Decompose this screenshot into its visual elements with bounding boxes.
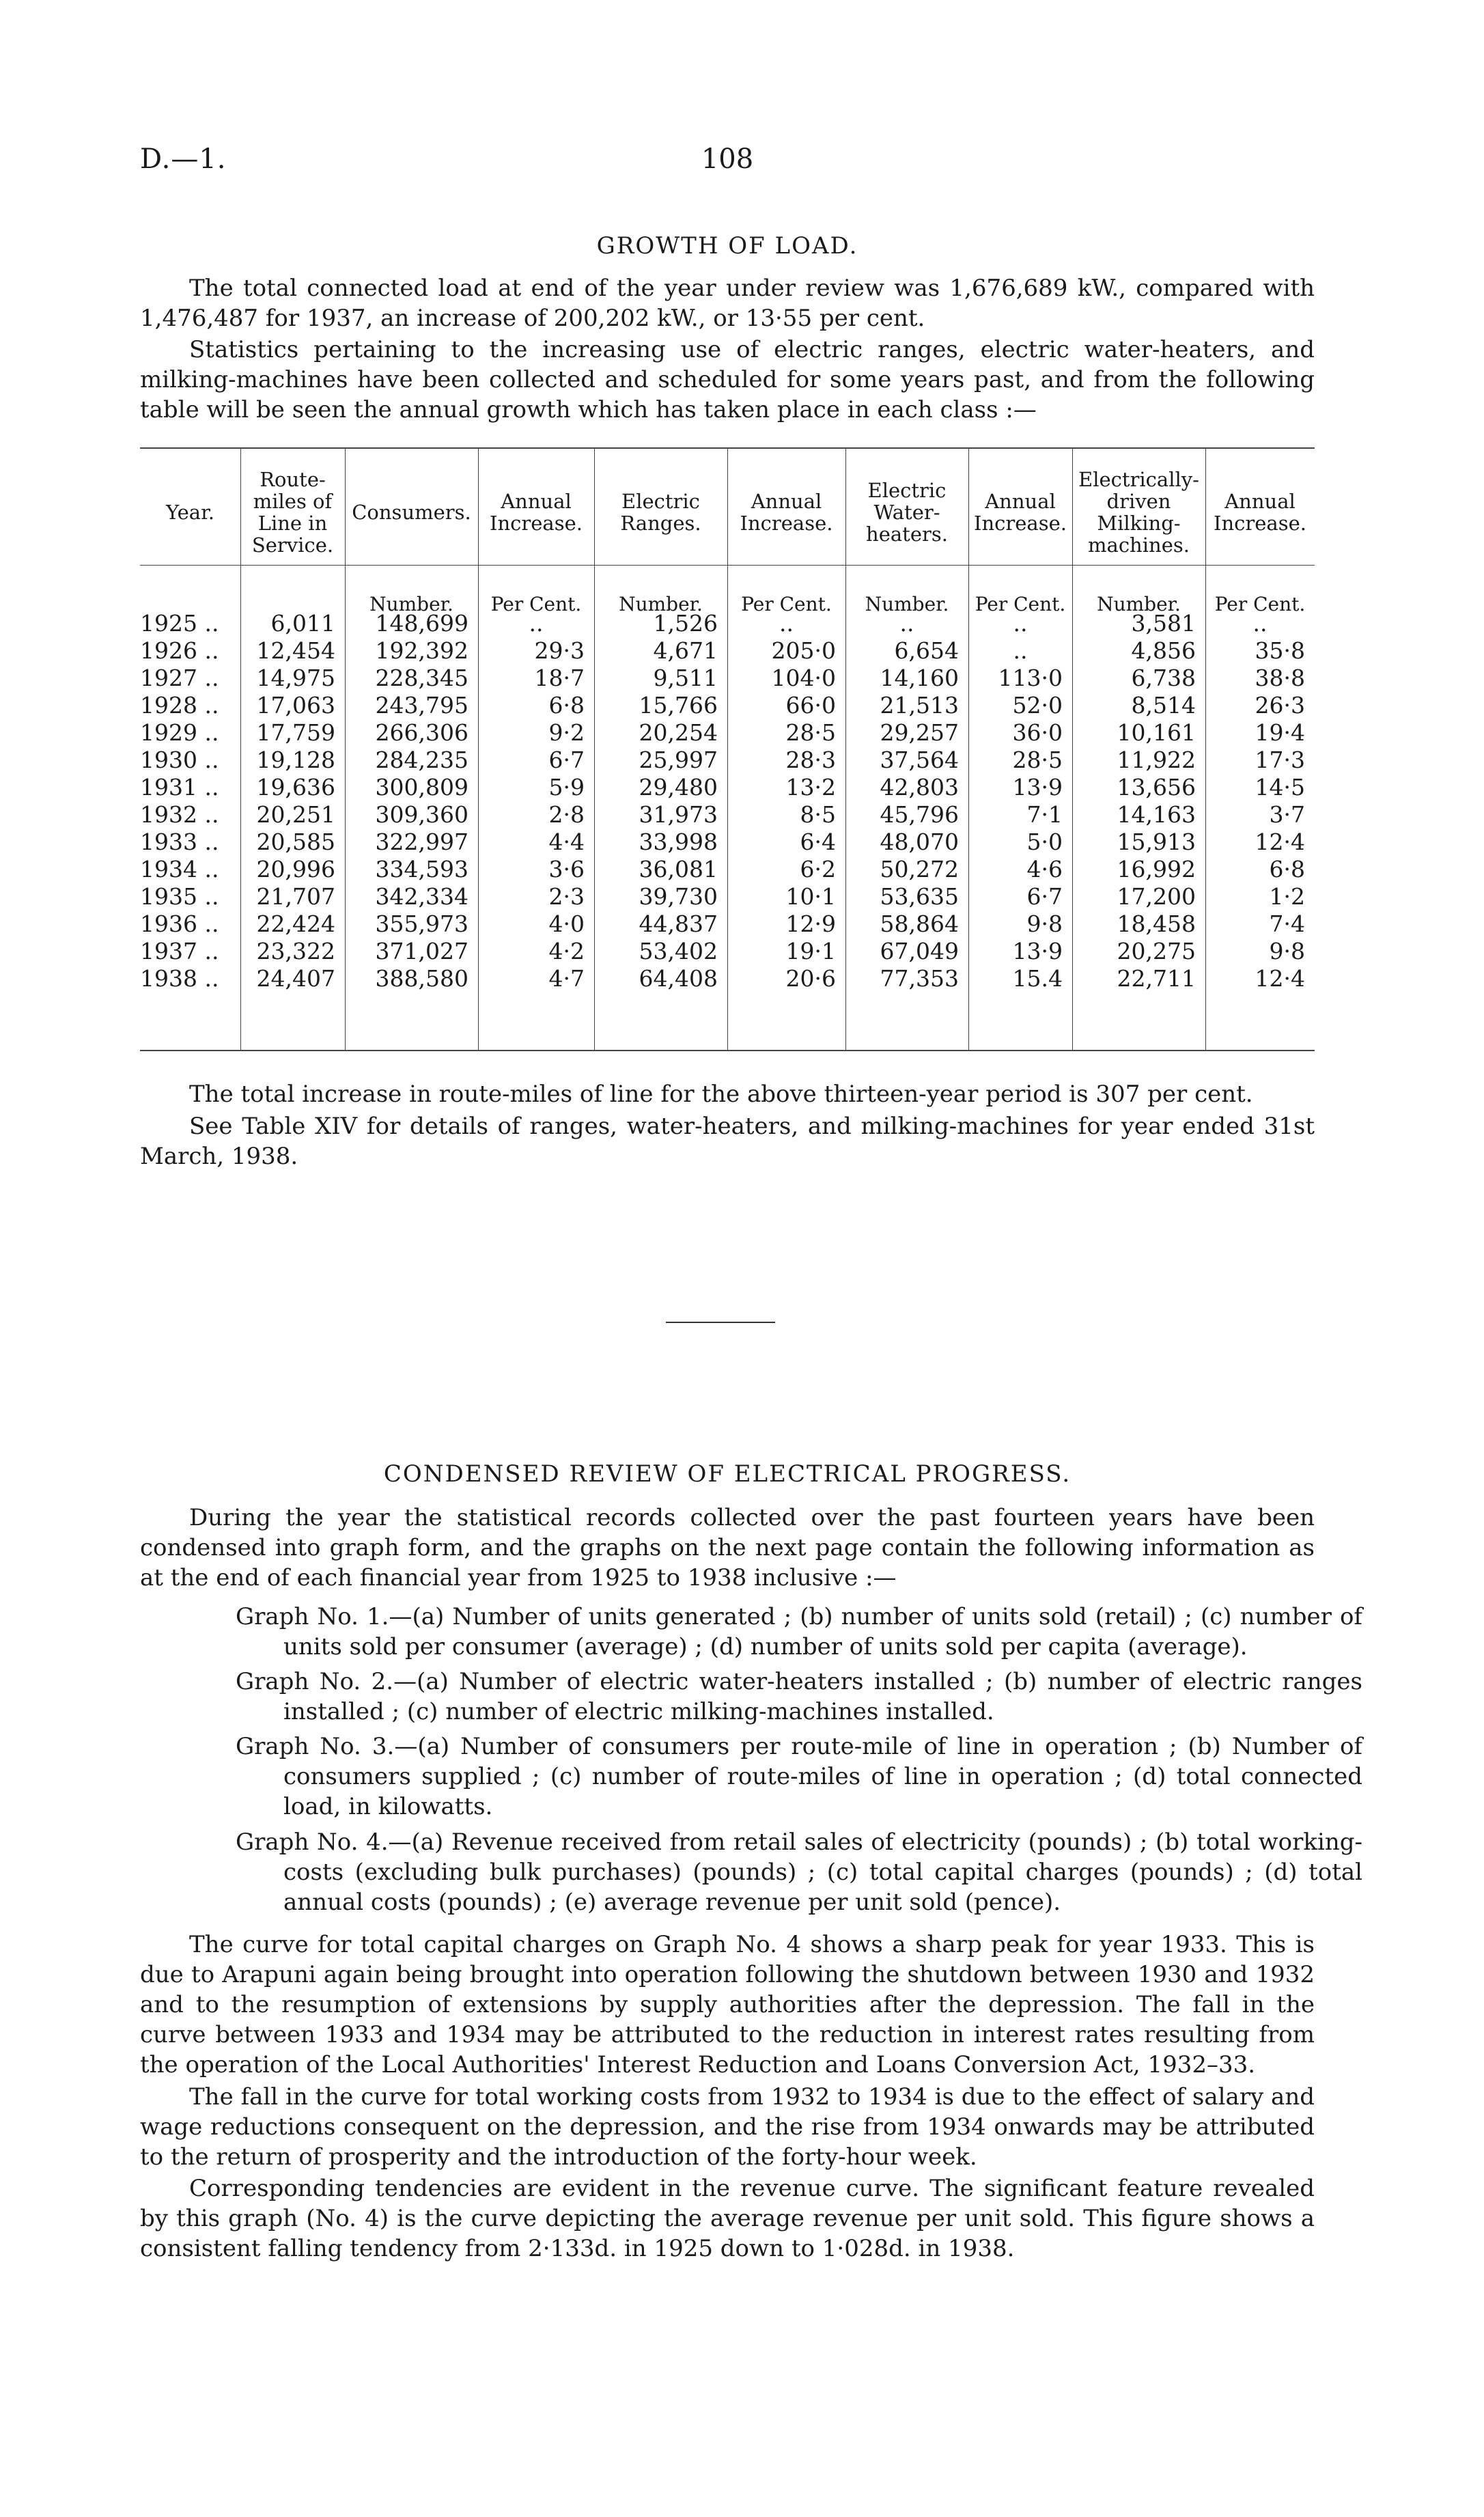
- table-cell-milking-increase: 14·5: [1255, 774, 1305, 801]
- table-cell-water-heaters: 58,864: [880, 910, 959, 937]
- table-cell-ranges: 33,998: [639, 829, 718, 855]
- table-cell-year: 1927 ..: [140, 665, 219, 691]
- growth-of-load-heading: GROWTH OF LOAD.: [596, 232, 858, 260]
- condensed-review-heading: CONDENSED REVIEW OF ELECTRICAL PROGRESS.: [383, 1460, 1072, 1488]
- table-cell-consumers-increase: 4·4: [548, 829, 585, 855]
- table-cell-milking-increase: 7·4: [1269, 910, 1305, 937]
- table-cell-consumers: 334,593: [375, 856, 468, 882]
- table-cell-year: 1928 ..: [140, 692, 219, 719]
- table-cell-consumers-increase: 6·8: [548, 692, 585, 719]
- growth-paragraph-2: Statistics pertaining to the increasing use of electric ranges, electric water-heaters, and milking-machines have been collected and scheduled for some years past, and from the following table will be seen the annual growth which has taken place in each class :—: [140, 336, 1315, 423]
- table-cell-water-heaters: 45,796: [880, 801, 959, 828]
- table-cell-milking-machines: 17,200: [1117, 883, 1196, 910]
- table-cell-milking-increase: 12·4: [1255, 829, 1305, 855]
- table-cell-milking-increase: 3·7: [1269, 801, 1305, 828]
- table-cell-consumers: 371,027: [375, 938, 468, 964]
- table-cell-year: 1926 ..: [140, 637, 219, 664]
- table-cell-milking-machines: 14,163: [1117, 801, 1196, 828]
- table-cell-water-heaters-increase: 4·6: [1026, 856, 1063, 882]
- table-cell-consumers: 266,306: [375, 719, 468, 746]
- table-cell-water-heaters: 29,257: [880, 719, 959, 746]
- unit-label-milking-machines: Number.: [1097, 593, 1181, 615]
- table-cell-consumers: 300,809: [375, 774, 468, 801]
- table-cell-consumers-increase: 9·2: [548, 719, 585, 746]
- table-cell-ranges-increase: 20·6: [785, 965, 836, 992]
- table-cell-consumers-increase: 5·9: [548, 774, 585, 801]
- table-cell-ranges: 44,837: [639, 910, 718, 937]
- table-cell-milking-machines: 10,161: [1117, 719, 1196, 746]
- table-cell-year: 1937 ..: [140, 938, 219, 964]
- table-cell-water-heaters: 67,049: [880, 938, 959, 964]
- review-paragraph-1: The curve for total capital charges on Graph No. 4 shows a sharp peak for year 1933. This is due to Arapuni again being brought into operation following the shutdown between 1930 and 1932 and to the resumption of extensions by supply authorities after the depression. The fall in the curve between 1933 and 1934 may be attributed to the reduction in interest rates resulting from the operation of the Local Authorities' Interest Reduction and Loans Conversion Act, 1932–33.: [140, 1931, 1315, 2078]
- table-cell-water-heaters-increase: 5·0: [1026, 829, 1063, 855]
- table-cell-consumers-increase: 4·0: [548, 910, 585, 937]
- table-cell-year: 1929 ..: [140, 719, 219, 746]
- table-cell-water-heaters-increase: 52·0: [1012, 692, 1063, 719]
- table-cell-water-heaters: 37,564: [880, 747, 959, 773]
- graph-3-description: Graph No. 3.—(a) Number of consumers per route-mile of line in operation ; (b) Number of consumers supplied ; (c) number of route-miles of line in operation ; (d) total connected load, in kilowatts.: [236, 1733, 1362, 1820]
- column-header-year: Year.: [166, 501, 214, 524]
- table-cell-water-heaters: ..: [899, 610, 914, 637]
- table-cell-milking-increase: 38·8: [1255, 665, 1305, 691]
- unit-label-consumers: Number.: [369, 593, 453, 615]
- table-cell-water-heaters-increase: 9·8: [1026, 910, 1063, 937]
- table-cell-consumers: 322,997: [375, 829, 468, 855]
- table-cell-ranges-increase: 6·2: [800, 856, 836, 882]
- table-cell-milking-machines: 3,581: [1131, 610, 1196, 637]
- table-cell-consumers-increase: 4·2: [548, 938, 585, 964]
- table-cell-year: 1930 ..: [140, 747, 219, 773]
- after-table-paragraph-2: See Table XIV for details of ranges, water-heaters, and milking-machines for year ended 31st March, 1938.: [140, 1113, 1315, 1170]
- column-header-consumers: Consumers.: [352, 501, 471, 524]
- table-cell-water-heaters-increase: ..: [1013, 637, 1028, 664]
- table-cell-consumers-increase: 4·7: [548, 965, 585, 992]
- table-cell-ranges-increase: 13·2: [785, 774, 836, 801]
- table-bottom-rule: [140, 1050, 1315, 1051]
- column-header-milking-increase: Annual Increase.: [1214, 490, 1306, 535]
- review-intro-paragraph: During the year the statistical records collected over the past fourteen years have been condensed into graph form, and the graphs on the next page contain the following information as at the end of each financial year from 1925 to 1938 inclusive :—: [140, 1504, 1315, 1591]
- table-cell-ranges-increase: 104·0: [771, 665, 836, 691]
- table-cell-year: 1925 ..: [140, 610, 219, 637]
- column-header-consumers-increase: Annual Increase.: [490, 490, 583, 535]
- table-cell-route-miles: 21,707: [256, 883, 335, 910]
- review-paragraph-3: Corresponding tendencies are evident in the revenue curve. The significant feature revealed by this graph (No. 4) is the curve depicting the average revenue per unit sold. This figure shows a consistent falling tendency from 2·133d. in 1925 down to 1·028d. in 1938.: [140, 2175, 1315, 2262]
- table-cell-milking-machines: 20,275: [1117, 938, 1196, 964]
- table-cell-route-miles: 22,424: [256, 910, 335, 937]
- table-cell-milking-increase: 12·4: [1255, 965, 1305, 992]
- table-cell-milking-machines: 4,856: [1131, 637, 1196, 664]
- table-cell-water-heaters: 42,803: [880, 774, 959, 801]
- table-cell-milking-machines: 11,922: [1117, 747, 1196, 773]
- document-reference: D.—1.: [140, 143, 227, 175]
- table-cell-milking-machines: 8,514: [1131, 692, 1196, 719]
- table-cell-milking-machines: 22,711: [1117, 965, 1196, 992]
- table-cell-water-heaters: 77,353: [880, 965, 959, 992]
- table-cell-water-heaters-increase: 113·0: [998, 665, 1063, 691]
- table-cell-consumers: 355,973: [375, 910, 468, 937]
- table-cell-milking-increase: ..: [1252, 610, 1268, 637]
- table-cell-ranges-increase: 28·3: [785, 747, 836, 773]
- table-cell-route-miles: 12,454: [256, 637, 335, 664]
- table-cell-consumers: 192,392: [375, 637, 468, 664]
- table-cell-route-miles: 20,585: [256, 829, 335, 855]
- table-cell-route-miles: 23,322: [256, 938, 335, 964]
- column-header-route-miles: Route-miles of Line in Service.: [251, 468, 334, 557]
- table-cell-route-miles: 6,011: [270, 610, 335, 637]
- review-paragraph-2: The fall in the curve for total working costs from 1932 to 1934 is due to the effect of salary and wage reductions consequent on the depression, and the rise from 1934 onwards may be attributed to the return of prosperity and the introduction of the forty-hour week.: [140, 2083, 1315, 2171]
- table-cell-consumers-increase: 2·3: [548, 883, 585, 910]
- table-cell-route-miles: 17,063: [256, 692, 335, 719]
- table-cell-water-heaters-increase: 15.4: [1012, 965, 1063, 992]
- table-cell-ranges-increase: 10·1: [785, 883, 836, 910]
- table-cell-water-heaters: 48,070: [880, 829, 959, 855]
- unit-label-water-heaters: Number.: [865, 593, 949, 615]
- unit-label-ranges: Number.: [619, 593, 703, 615]
- table-cell-ranges: 39,730: [639, 883, 718, 910]
- table-cell-year: 1936 ..: [140, 910, 219, 937]
- table-cell-milking-machines: 6,738: [1131, 665, 1196, 691]
- table-cell-route-miles: 17,759: [256, 719, 335, 746]
- column-header-ranges: Electric Ranges.: [620, 490, 701, 535]
- table-cell-water-heaters: 53,635: [880, 883, 959, 910]
- section-divider: [666, 1322, 775, 1323]
- page-header: [140, 143, 1315, 184]
- table-cell-water-heaters-increase: 13·9: [1012, 938, 1063, 964]
- table-cell-ranges-increase: 19·1: [785, 938, 836, 964]
- table-cell-water-heaters-increase: 7·1: [1026, 801, 1063, 828]
- graph-4-description: Graph No. 4.—(a) Revenue received from retail sales of electricity (pounds) ; (b) total working-costs (excluding bulk purchases) (pounds) ; (c) total capital charges (pounds) ; (d) total annual costs (pounds) ; (e) average revenue per unit sold (pence).: [236, 1828, 1362, 1916]
- table-cell-route-miles: 14,975: [256, 665, 335, 691]
- table-cell-year: 1935 ..: [140, 883, 219, 910]
- table-cell-ranges-increase: 12·9: [785, 910, 836, 937]
- table-cell-water-heaters: 21,513: [880, 692, 959, 719]
- table-cell-ranges: 1,526: [653, 610, 718, 637]
- unit-label-consumers-increase: Per Cent.: [490, 593, 582, 615]
- table-cell-year: 1931 ..: [140, 774, 219, 801]
- graph-2-description: Graph No. 2.—(a) Number of electric water-heaters installed ; (b) number of electric ranges installed ; (c) number of electric milking-machines installed.: [236, 1668, 1362, 1725]
- table-cell-milking-increase: 19·4: [1255, 719, 1305, 746]
- table-cell-route-miles: 20,996: [256, 856, 335, 882]
- table-cell-ranges: 31,973: [639, 801, 718, 828]
- unit-label-water-heaters-increase: Per Cent.: [975, 593, 1066, 615]
- table-cell-milking-increase: 6·8: [1269, 856, 1305, 882]
- table-cell-ranges-increase: 205·0: [771, 637, 836, 664]
- table-cell-year: 1932 ..: [140, 801, 219, 828]
- graph-1-description: Graph No. 1.—(a) Number of units generated ; (b) number of units sold (retail) ; (c) number of units sold per consumer (average) ; (d) number of units sold per capita (average).: [236, 1603, 1362, 1660]
- table-cell-ranges-increase: 66·0: [785, 692, 836, 719]
- table-cell-year: 1938 ..: [140, 965, 219, 992]
- unit-label-ranges-increase: Per Cent.: [741, 593, 832, 615]
- table-cell-year: 1933 ..: [140, 829, 219, 855]
- table-cell-ranges: 20,254: [639, 719, 718, 746]
- table-cell-ranges-increase: 8·5: [800, 801, 836, 828]
- table-cell-water-heaters: 6,654: [894, 637, 959, 664]
- load-growth-table: [140, 447, 1315, 1055]
- table-cell-milking-machines: 13,656: [1117, 774, 1196, 801]
- table-cell-milking-increase: 26·3: [1255, 692, 1305, 719]
- table-cell-consumers-increase: 2·8: [548, 801, 585, 828]
- table-cell-consumers-increase: 18·7: [534, 665, 585, 691]
- table-cell-ranges-increase: 6·4: [800, 829, 836, 855]
- table-cell-water-heaters: 14,160: [880, 665, 959, 691]
- table-cell-route-miles: 24,407: [256, 965, 335, 992]
- table-cell-milking-machines: 16,992: [1117, 856, 1196, 882]
- table-cell-ranges-increase: 28·5: [785, 719, 836, 746]
- table-cell-ranges: 36,081: [639, 856, 718, 882]
- table-cell-consumers: 388,580: [375, 965, 468, 992]
- table-cell-water-heaters-increase: 36·0: [1012, 719, 1063, 746]
- table-cell-consumers: 284,235: [375, 747, 468, 773]
- table-cell-water-heaters-increase: 13·9: [1012, 774, 1063, 801]
- table-cell-consumers-increase: 6·7: [548, 747, 585, 773]
- table-cell-ranges: 64,408: [639, 965, 718, 992]
- table-cell-milking-machines: 15,913: [1117, 829, 1196, 855]
- table-cell-consumers: 228,345: [375, 665, 468, 691]
- column-header-ranges-increase: Annual Increase.: [740, 490, 833, 535]
- table-cell-water-heaters: 50,272: [880, 856, 959, 882]
- table-cell-milking-increase: 9·8: [1269, 938, 1305, 964]
- column-header-water-heaters-increase: Annual Increase.: [974, 490, 1067, 535]
- page-number: 108: [701, 143, 754, 175]
- table-cell-consumers-increase: ..: [529, 610, 544, 637]
- table-cell-ranges-increase: ..: [779, 610, 794, 637]
- table-cell-consumers: 309,360: [375, 801, 468, 828]
- table-cell-route-miles: 19,128: [256, 747, 335, 773]
- table-cell-ranges: 4,671: [653, 637, 718, 664]
- column-header-water-heaters: Electric Water-heaters.: [866, 479, 948, 546]
- table-cell-milking-increase: 35·8: [1255, 637, 1305, 664]
- table-cell-water-heaters-increase: 6·7: [1026, 883, 1063, 910]
- table-cell-ranges: 53,402: [639, 938, 718, 964]
- after-table-paragraph-1: The total increase in route-miles of line for the above thirteen-year period is 307 per cent.: [189, 1081, 1253, 1108]
- table-cell-milking-increase: 17·3: [1255, 747, 1305, 773]
- table-cell-consumers: 148,699: [375, 610, 468, 637]
- table-cell-ranges: 29,480: [639, 774, 718, 801]
- table-cell-ranges: 9,511: [653, 665, 718, 691]
- table-cell-year: 1934 ..: [140, 856, 219, 882]
- table-cell-ranges: 15,766: [639, 692, 718, 719]
- table-cell-consumers: 342,334: [375, 883, 468, 910]
- table-cell-route-miles: 20,251: [256, 801, 335, 828]
- table-cell-ranges: 25,997: [639, 747, 718, 773]
- table-cell-consumers: 243,795: [375, 692, 468, 719]
- table-cell-consumers-increase: 3·6: [548, 856, 585, 882]
- table-cell-milking-increase: 1·2: [1269, 883, 1305, 910]
- table-cell-route-miles: 19,636: [256, 774, 335, 801]
- unit-label-milking-increase: Per Cent.: [1214, 593, 1306, 615]
- table-cell-water-heaters-increase: ..: [1013, 610, 1028, 637]
- table-cell-consumers-increase: 29·3: [534, 637, 585, 664]
- column-header-milking-machines: Electrically-driven Milking-machines.: [1078, 468, 1199, 557]
- table-cell-water-heaters-increase: 28·5: [1012, 747, 1063, 773]
- table-cell-milking-machines: 18,458: [1117, 910, 1196, 937]
- growth-paragraph-1: The total connected load at end of the year under review was 1,676,689 kW., compared with 1,476,487 for 1937, an increase of 200,202 kW., or 13·55 per cent.: [140, 275, 1315, 332]
